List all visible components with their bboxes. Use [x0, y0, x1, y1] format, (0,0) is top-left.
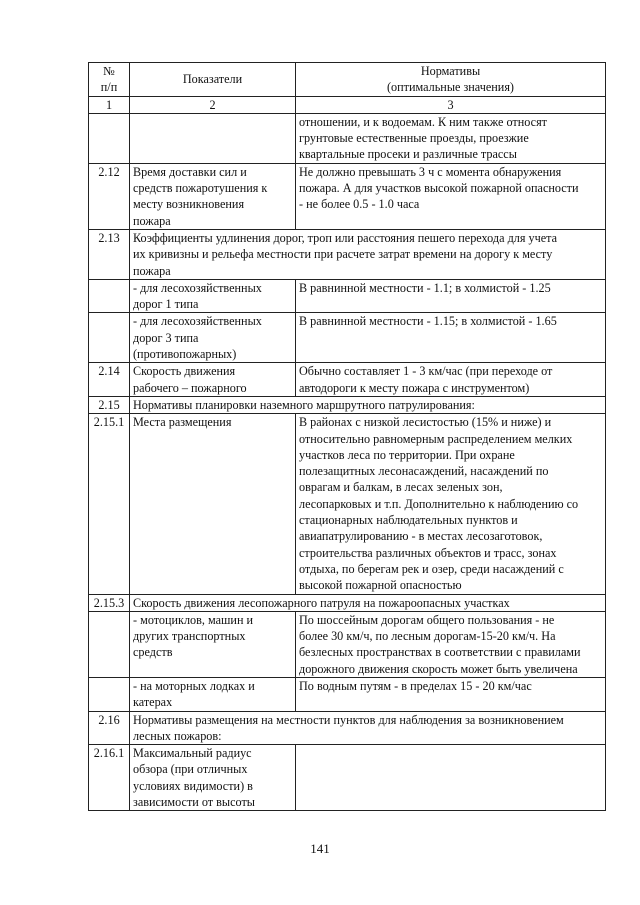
norm-cell: В равнинной местности - 1.15; в холмистой - 1.65	[296, 313, 606, 363]
table-row	[89, 594, 606, 611]
row-number: 2.15.1	[89, 414, 130, 594]
norm-cell: В районах с низкой лесистостью (15% и ниже) и относительно равномерным распределением мелких участков леса по территории. При охране полезащитных лесонасаждений, насаждений по оврагам и балкам, в лесах зеленых зон, лесопарковых и т.п. Дополнительно к наблюдению со стационарных наблюдательных пунктов и авиапатрулированию - в местах лесозаготовок, строительства различных объектов и трасс, зонах отдыха, по берегам рек и озер, среди насаждений с высокой пожарной опасностью	[296, 414, 606, 594]
row-number	[89, 313, 130, 363]
table-row	[89, 313, 606, 363]
header-indicators: Показатели	[130, 63, 296, 97]
section-heading: Коэффициенты удлинения дорог, троп или расстояния пешего перехода для учета их кривизны и рельефа местности при расчете затрат времени на дорогу к месту пожара	[130, 229, 606, 279]
row-number: 2.13	[89, 229, 130, 279]
section-heading: Нормативы планировки наземного маршрутного патрулирования:	[130, 396, 606, 413]
row-number	[89, 677, 130, 711]
indicator-cell	[130, 113, 296, 163]
row-number	[89, 611, 130, 677]
table-row	[89, 711, 606, 745]
table-row	[89, 279, 606, 313]
header-number: № п/п	[89, 63, 130, 97]
column-index-row	[89, 96, 606, 113]
table-row	[89, 113, 606, 163]
norm-cell: отношении, и к водоемам. К ним также относят грунтовые естественные проезды, проезжие квартальные просеки и различные трассы	[296, 113, 606, 163]
table-row	[89, 396, 606, 413]
indicator-cell: Скорость движения рабочего – пожарного	[130, 363, 296, 397]
column-index-3: 3	[296, 96, 606, 113]
indicator-cell: Время доставки сил и средств пожаротушения к месту возникновения пожара	[130, 163, 296, 229]
table-row	[89, 745, 606, 811]
row-number: 2.15	[89, 396, 130, 413]
header-row	[89, 63, 606, 97]
norm-cell: Обычно составляет 1 - 3 км/час (при переходе от автодороги к месту пожара с инструментом)	[296, 363, 606, 397]
indicator-cell: - мотоциклов, машин и других транспортных средств	[130, 611, 296, 677]
norm-cell: В равнинной местности - 1.1; в холмистой - 1.25	[296, 279, 606, 313]
norm-cell: По шоссейным дорогам общего пользования - не более 30 км/ч, по лесным дорогам-15-20 км/ч. На безлесных пространствах в соответствии с правилами дорожного движения скорость может быть увеличена	[296, 611, 606, 677]
row-number: 2.16	[89, 711, 130, 745]
row-number: 2.14	[89, 363, 130, 397]
section-heading: Нормативы размещения на местности пунктов для наблюдения за возникновением лесных пожаров:	[130, 711, 606, 745]
table-row	[89, 363, 606, 397]
column-index-1: 1	[89, 96, 130, 113]
row-number	[89, 113, 130, 163]
table-row	[89, 414, 606, 594]
norm-cell: По водным путям - в пределах 15 - 20 км/час	[296, 677, 606, 711]
table-row	[89, 229, 606, 279]
column-index-2: 2	[130, 96, 296, 113]
indicator-cell: - для лесохозяйственных дорог 3 типа (противопожарных)	[130, 313, 296, 363]
header-norms: Нормативы (оптимальные значения)	[296, 63, 606, 97]
table-row	[89, 611, 606, 677]
row-number: 2.16.1	[89, 745, 130, 811]
row-number: 2.12	[89, 163, 130, 229]
indicator-cell: Места размещения	[130, 414, 296, 594]
norms-table	[88, 62, 606, 811]
indicator-cell: - для лесохозяйственных дорог 1 типа	[130, 279, 296, 313]
section-heading: Скорость движения лесопожарного патруля на пожароопасных участках	[130, 594, 606, 611]
norm-cell: Не должно превышать 3 ч с момента обнаружения пожара. А для участков высокой пожарной опасности - не более 0.5 - 1.0 часа	[296, 163, 606, 229]
indicator-cell: - на моторных лодках и катерах	[130, 677, 296, 711]
table-row	[89, 163, 606, 229]
page-number: 141	[310, 841, 330, 856]
table-row	[89, 677, 606, 711]
row-number	[89, 279, 130, 313]
indicator-cell: Максимальный радиус обзора (при отличных условиях видимости) в зависимости от высоты	[130, 745, 296, 811]
row-number: 2.15.3	[89, 594, 130, 611]
norm-cell	[296, 745, 606, 811]
